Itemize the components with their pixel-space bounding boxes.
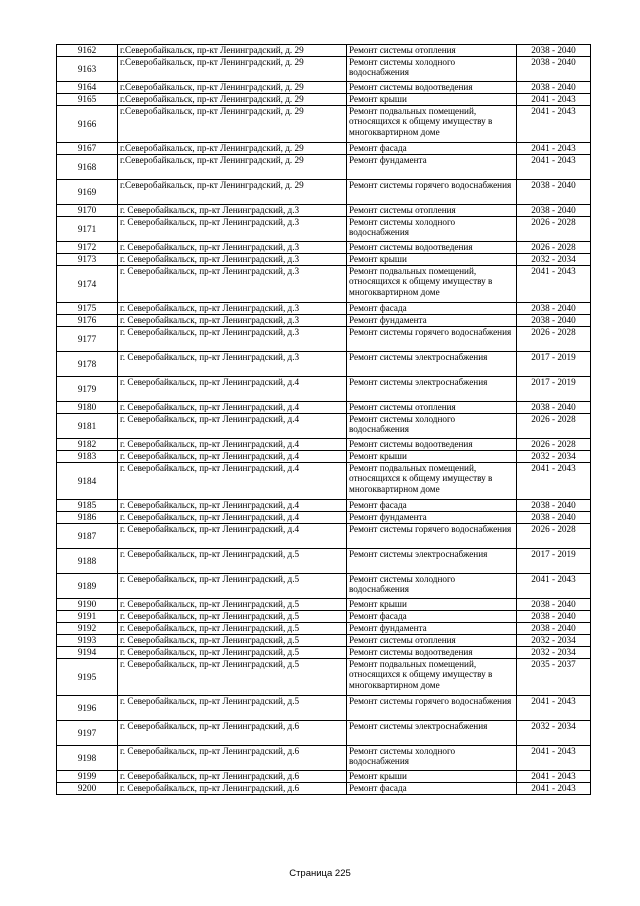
address-cell: г. Северобайкальск, пр-кт Ленинградский, д.4 xyxy=(118,524,347,549)
work-type-cell: Ремонт системы водоотведения xyxy=(347,242,517,254)
work-type-cell: Ремонт фасада xyxy=(347,143,517,155)
table-row xyxy=(57,524,591,549)
table-row xyxy=(57,659,591,696)
address-cell: г.Северобайкальск, пр-кт Ленинградский, д. 29 xyxy=(118,155,347,180)
row-number-cell: 9176 xyxy=(57,315,118,327)
work-type-cell: Ремонт крыши xyxy=(347,599,517,611)
work-type-cell: Ремонт фундамента xyxy=(347,155,517,180)
address-cell: г. Северобайкальск, пр-кт Ленинградский, д.4 xyxy=(118,377,347,402)
table-row xyxy=(57,771,591,783)
years-cell: 2041 - 2043 xyxy=(517,783,591,795)
work-type-cell: Ремонт системы водоотведения xyxy=(347,647,517,659)
years-cell: 2041 - 2043 xyxy=(517,746,591,771)
row-number-cell: 9175 xyxy=(57,303,118,315)
row-number-cell: 9192 xyxy=(57,623,118,635)
address-cell: г. Северобайкальск, пр-кт Ленинградский, д.3 xyxy=(118,303,347,315)
address-cell: г. Северобайкальск, пр-кт Ленинградский, д.4 xyxy=(118,439,347,451)
work-type-cell: Ремонт фасада xyxy=(347,500,517,512)
row-number-cell: 9185 xyxy=(57,500,118,512)
table-row xyxy=(57,623,591,635)
address-cell: г. Северобайкальск, пр-кт Ленинградский, д.3 xyxy=(118,254,347,266)
row-number-cell: 9182 xyxy=(57,439,118,451)
work-type-cell: Ремонт системы отопления xyxy=(347,635,517,647)
address-cell: г. Северобайкальск, пр-кт Ленинградский, д.5 xyxy=(118,647,347,659)
row-number-cell: 9199 xyxy=(57,771,118,783)
table-row xyxy=(57,635,591,647)
table-row xyxy=(57,45,591,57)
row-number-cell: 9168 xyxy=(57,155,118,180)
table-row xyxy=(57,439,591,451)
years-cell: 2041 - 2043 xyxy=(517,106,591,143)
years-cell: 2038 - 2040 xyxy=(517,82,591,94)
row-number-cell: 9187 xyxy=(57,524,118,549)
years-cell: 2038 - 2040 xyxy=(517,303,591,315)
address-cell: г.Северобайкальск, пр-кт Ленинградский, д. 29 xyxy=(118,143,347,155)
years-cell: 2026 - 2028 xyxy=(517,414,591,439)
table-row xyxy=(57,327,591,352)
address-cell: г. Северобайкальск, пр-кт Ленинградский, д.5 xyxy=(118,623,347,635)
address-cell: г. Северобайкальск, пр-кт Ленинградский, д.5 xyxy=(118,574,347,599)
years-cell: 2038 - 2040 xyxy=(517,599,591,611)
address-cell: г. Северобайкальск, пр-кт Ленинградский, д.3 xyxy=(118,315,347,327)
row-number-cell: 9170 xyxy=(57,205,118,217)
table-row xyxy=(57,611,591,623)
years-cell: 2032 - 2034 xyxy=(517,254,591,266)
table-row xyxy=(57,463,591,500)
row-number-cell: 9191 xyxy=(57,611,118,623)
address-cell: г.Северобайкальск, пр-кт Ленинградский, д. 29 xyxy=(118,57,347,82)
address-cell: г. Северобайкальск, пр-кт Ленинградский, д.3 xyxy=(118,327,347,352)
work-type-cell: Ремонт системы электроснабжения xyxy=(347,352,517,377)
years-cell: 2041 - 2043 xyxy=(517,696,591,721)
work-type-cell: Ремонт системы электроснабжения xyxy=(347,549,517,574)
years-cell: 2026 - 2028 xyxy=(517,242,591,254)
table-body xyxy=(57,45,591,795)
table-row xyxy=(57,242,591,254)
years-cell: 2041 - 2043 xyxy=(517,771,591,783)
row-number-cell: 9162 xyxy=(57,45,118,57)
row-number-cell: 9196 xyxy=(57,696,118,721)
table-row xyxy=(57,414,591,439)
address-cell: г.Северобайкальск, пр-кт Ленинградский, д. 29 xyxy=(118,82,347,94)
years-cell: 2041 - 2043 xyxy=(517,266,591,303)
address-cell: г.Северобайкальск, пр-кт Ленинградский, д. 29 xyxy=(118,94,347,106)
work-type-cell: Ремонт системы отопления xyxy=(347,402,517,414)
table-row xyxy=(57,512,591,524)
work-type-cell: Ремонт фундамента xyxy=(347,623,517,635)
work-type-cell: Ремонт системы горячего водоснабжения xyxy=(347,180,517,205)
table-row xyxy=(57,647,591,659)
work-type-cell: Ремонт системы холодного водоснабжения xyxy=(347,414,517,439)
years-cell: 2041 - 2043 xyxy=(517,574,591,599)
address-cell: г. Северобайкальск, пр-кт Ленинградский, д.5 xyxy=(118,696,347,721)
work-type-cell: Ремонт подвальных помещений, относящихся к общему имуществу в многоквартирном доме xyxy=(347,659,517,696)
row-number-cell: 9171 xyxy=(57,217,118,242)
table-row xyxy=(57,94,591,106)
row-number-cell: 9178 xyxy=(57,352,118,377)
years-cell: 2038 - 2040 xyxy=(517,45,591,57)
address-cell: г. Северобайкальск, пр-кт Ленинградский, д.6 xyxy=(118,721,347,746)
table-row xyxy=(57,217,591,242)
work-type-cell: Ремонт системы холодного водоснабжения xyxy=(347,57,517,82)
row-number-cell: 9193 xyxy=(57,635,118,647)
work-type-cell: Ремонт системы отопления xyxy=(347,45,517,57)
years-cell: 2038 - 2040 xyxy=(517,402,591,414)
row-number-cell: 9190 xyxy=(57,599,118,611)
table-row xyxy=(57,451,591,463)
address-cell: г. Северобайкальск, пр-кт Ленинградский, д.4 xyxy=(118,402,347,414)
table-row xyxy=(57,574,591,599)
row-number-cell: 9163 xyxy=(57,57,118,82)
table-row xyxy=(57,599,591,611)
table-row xyxy=(57,352,591,377)
years-cell: 2026 - 2028 xyxy=(517,439,591,451)
table-row xyxy=(57,549,591,574)
years-cell: 2032 - 2034 xyxy=(517,721,591,746)
address-cell: г.Северобайкальск, пр-кт Ленинградский, д. 29 xyxy=(118,45,347,57)
address-cell: г. Северобайкальск, пр-кт Ленинградский, д.4 xyxy=(118,451,347,463)
table-row xyxy=(57,315,591,327)
table-row xyxy=(57,155,591,180)
work-type-cell: Ремонт системы холодного водоснабжения xyxy=(347,746,517,771)
row-number-cell: 9189 xyxy=(57,574,118,599)
work-type-cell: Ремонт системы горячего водоснабжения xyxy=(347,524,517,549)
address-cell: г. Северобайкальск, пр-кт Ленинградский, д.3 xyxy=(118,205,347,217)
work-type-cell: Ремонт фасада xyxy=(347,783,517,795)
address-cell: г. Северобайкальск, пр-кт Ленинградский, д.3 xyxy=(118,217,347,242)
row-number-cell: 9200 xyxy=(57,783,118,795)
row-number-cell: 9167 xyxy=(57,143,118,155)
row-number-cell: 9179 xyxy=(57,377,118,402)
repair-schedule-table xyxy=(56,44,591,795)
row-number-cell: 9197 xyxy=(57,721,118,746)
address-cell: г. Северобайкальск, пр-кт Ленинградский, д.4 xyxy=(118,500,347,512)
table-row xyxy=(57,402,591,414)
row-number-cell: 9198 xyxy=(57,746,118,771)
years-cell: 2017 - 2019 xyxy=(517,549,591,574)
table-row xyxy=(57,254,591,266)
work-type-cell: Ремонт фундамента xyxy=(347,315,517,327)
address-cell: г.Северобайкальск, пр-кт Ленинградский, д. 29 xyxy=(118,180,347,205)
row-number-cell: 9169 xyxy=(57,180,118,205)
address-cell: г. Северобайкальск, пр-кт Ленинградский, д.5 xyxy=(118,599,347,611)
table-row xyxy=(57,500,591,512)
years-cell: 2032 - 2034 xyxy=(517,635,591,647)
years-cell: 2026 - 2028 xyxy=(517,327,591,352)
row-number-cell: 9186 xyxy=(57,512,118,524)
table-row xyxy=(57,783,591,795)
work-type-cell: Ремонт системы электроснабжения xyxy=(347,721,517,746)
table-row xyxy=(57,303,591,315)
work-type-cell: Ремонт крыши xyxy=(347,771,517,783)
years-cell: 2026 - 2028 xyxy=(517,217,591,242)
row-number-cell: 9174 xyxy=(57,266,118,303)
work-type-cell: Ремонт системы водоотведения xyxy=(347,82,517,94)
work-type-cell: Ремонт крыши xyxy=(347,94,517,106)
address-cell: г.Северобайкальск, пр-кт Ленинградский, д. 29 xyxy=(118,106,347,143)
row-number-cell: 9172 xyxy=(57,242,118,254)
row-number-cell: 9188 xyxy=(57,549,118,574)
work-type-cell: Ремонт системы горячего водоснабжения xyxy=(347,696,517,721)
row-number-cell: 9166 xyxy=(57,106,118,143)
years-cell: 2026 - 2028 xyxy=(517,524,591,549)
work-type-cell: Ремонт подвальных помещений, относящихся к общему имуществу в многоквартирном доме xyxy=(347,463,517,500)
address-cell: г. Северобайкальск, пр-кт Ленинградский, д.5 xyxy=(118,549,347,574)
table-row xyxy=(57,180,591,205)
years-cell: 2038 - 2040 xyxy=(517,315,591,327)
table-row xyxy=(57,205,591,217)
address-cell: г. Северобайкальск, пр-кт Ленинградский, д.4 xyxy=(118,414,347,439)
address-cell: г. Северобайкальск, пр-кт Ленинградский, д.5 xyxy=(118,635,347,647)
years-cell: 2038 - 2040 xyxy=(517,512,591,524)
years-cell: 2041 - 2043 xyxy=(517,94,591,106)
address-cell: г. Северобайкальск, пр-кт Ленинградский, д.5 xyxy=(118,611,347,623)
work-type-cell: Ремонт крыши xyxy=(347,451,517,463)
years-cell: 2038 - 2040 xyxy=(517,500,591,512)
row-number-cell: 9164 xyxy=(57,82,118,94)
row-number-cell: 9195 xyxy=(57,659,118,696)
address-cell: г. Северобайкальск, пр-кт Ленинградский, д.4 xyxy=(118,512,347,524)
address-cell: г. Северобайкальск, пр-кт Ленинградский, д.6 xyxy=(118,771,347,783)
address-cell: г. Северобайкальск, пр-кт Ленинградский, д.3 xyxy=(118,242,347,254)
table-row xyxy=(57,377,591,402)
years-cell: 2017 - 2019 xyxy=(517,352,591,377)
work-type-cell: Ремонт системы горячего водоснабжения xyxy=(347,327,517,352)
row-number-cell: 9183 xyxy=(57,451,118,463)
years-cell: 2032 - 2034 xyxy=(517,647,591,659)
work-type-cell: Ремонт системы электроснабжения xyxy=(347,377,517,402)
years-cell: 2041 - 2043 xyxy=(517,155,591,180)
table-row xyxy=(57,721,591,746)
work-type-cell: Ремонт системы холодного водоснабжения xyxy=(347,217,517,242)
row-number-cell: 9165 xyxy=(57,94,118,106)
work-type-cell: Ремонт фундамента xyxy=(347,512,517,524)
row-number-cell: 9181 xyxy=(57,414,118,439)
years-cell: 2017 - 2019 xyxy=(517,377,591,402)
work-type-cell: Ремонт системы водоотведения xyxy=(347,439,517,451)
years-cell: 2032 - 2034 xyxy=(517,451,591,463)
address-cell: г. Северобайкальск, пр-кт Ленинградский, д.4 xyxy=(118,463,347,500)
years-cell: 2038 - 2040 xyxy=(517,623,591,635)
row-number-cell: 9180 xyxy=(57,402,118,414)
years-cell: 2038 - 2040 xyxy=(517,180,591,205)
work-type-cell: Ремонт крыши xyxy=(347,254,517,266)
row-number-cell: 9194 xyxy=(57,647,118,659)
work-type-cell: Ремонт системы холодного водоснабжения xyxy=(347,574,517,599)
table-row xyxy=(57,106,591,143)
row-number-cell: 9184 xyxy=(57,463,118,500)
years-cell: 2041 - 2043 xyxy=(517,143,591,155)
row-number-cell: 9173 xyxy=(57,254,118,266)
years-cell: 2038 - 2040 xyxy=(517,57,591,82)
years-cell: 2041 - 2043 xyxy=(517,463,591,500)
years-cell: 2038 - 2040 xyxy=(517,611,591,623)
work-type-cell: Ремонт фасада xyxy=(347,303,517,315)
table-row xyxy=(57,57,591,82)
table-row xyxy=(57,143,591,155)
table-row xyxy=(57,746,591,771)
work-type-cell: Ремонт фасада xyxy=(347,611,517,623)
address-cell: г. Северобайкальск, пр-кт Ленинградский, д.3 xyxy=(118,266,347,303)
table-row xyxy=(57,82,591,94)
work-type-cell: Ремонт подвальных помещений, относящихся к общему имуществу в многоквартирном доме xyxy=(347,266,517,303)
years-cell: 2038 - 2040 xyxy=(517,205,591,217)
work-type-cell: Ремонт системы отопления xyxy=(347,205,517,217)
work-type-cell: Ремонт подвальных помещений, относящихся к общему имуществу в многоквартирном доме xyxy=(347,106,517,143)
page-number: Страница 225 xyxy=(289,868,351,879)
row-number-cell: 9177 xyxy=(57,327,118,352)
years-cell: 2035 - 2037 xyxy=(517,659,591,696)
address-cell: г. Северобайкальск, пр-кт Ленинградский, д.5 xyxy=(118,659,347,696)
address-cell: г. Северобайкальск, пр-кт Ленинградский, д.6 xyxy=(118,783,347,795)
table-row xyxy=(57,696,591,721)
table-row xyxy=(57,266,591,303)
address-cell: г. Северобайкальск, пр-кт Ленинградский, д.3 xyxy=(118,352,347,377)
address-cell: г. Северобайкальск, пр-кт Ленинградский, д.6 xyxy=(118,746,347,771)
